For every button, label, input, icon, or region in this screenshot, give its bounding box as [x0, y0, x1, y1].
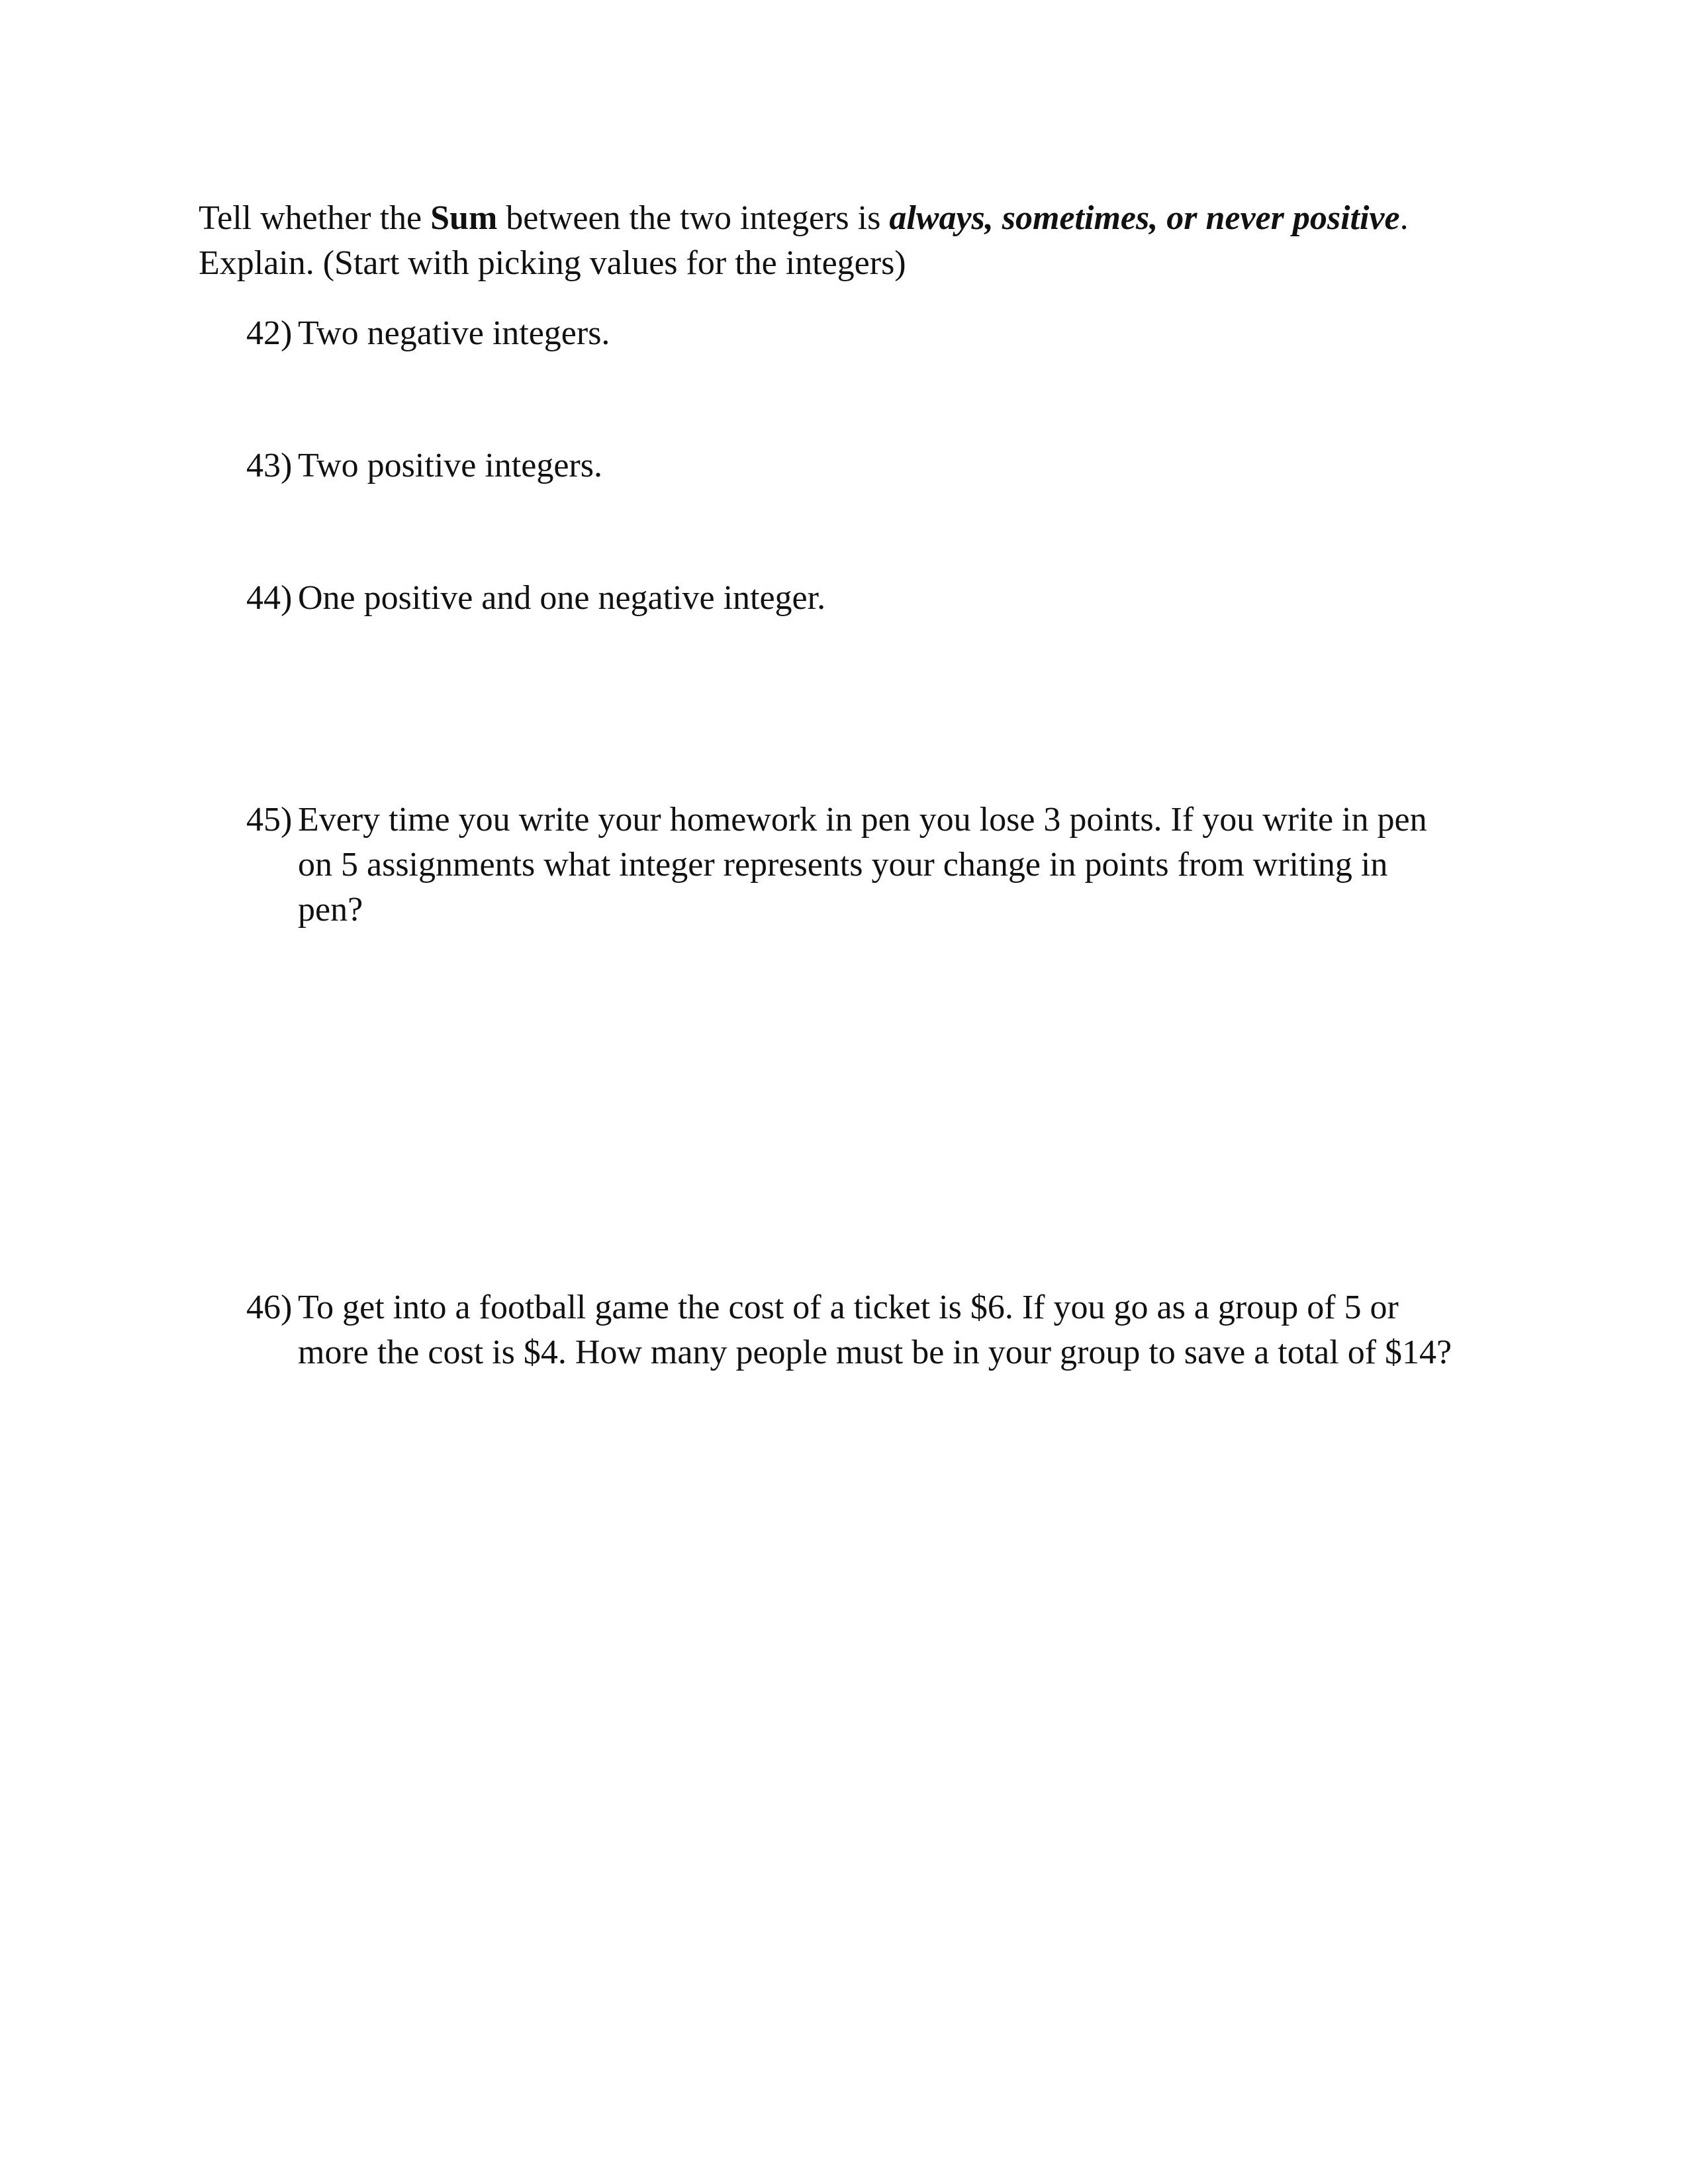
instructions-emphasis: always, sometimes, or never positive	[889, 199, 1400, 237]
question-number: 42)	[246, 314, 293, 352]
question-number: 43)	[246, 447, 293, 484]
instructions-part3: .	[1399, 199, 1409, 237]
instructions-line2: Explain. (Start with picking values for the integers)	[199, 244, 906, 282]
question-text: Every time you write your homework in pen you lose 3 points. If you write in pen on 5 assignments what integer represents your change in points from writing in pen?	[298, 801, 1427, 929]
question-number: 45)	[246, 801, 293, 839]
question-number: 44)	[246, 579, 293, 617]
question-44	[246, 576, 1458, 621]
instructions	[199, 196, 1523, 286]
question-text: To get into a football game the cost of a ticket is $6. If you go as a group of 5 or more the cost is $4. How many people must be in your group to save a total of $14?	[298, 1289, 1452, 1371]
instructions-bold-word: Sum	[430, 199, 498, 237]
question-text: Two positive integers.	[298, 447, 602, 484]
question-text: Two negative integers.	[298, 314, 610, 352]
instructions-part1: Tell whether the	[199, 199, 431, 237]
question-46	[246, 1285, 1458, 1375]
question-43	[246, 443, 1458, 488]
question-text: One positive and one negative integer.	[298, 579, 826, 617]
question-42	[246, 311, 1458, 356]
question-number: 46)	[246, 1289, 293, 1326]
question-45	[246, 797, 1458, 933]
instructions-part2: between the two integers is	[497, 199, 890, 237]
